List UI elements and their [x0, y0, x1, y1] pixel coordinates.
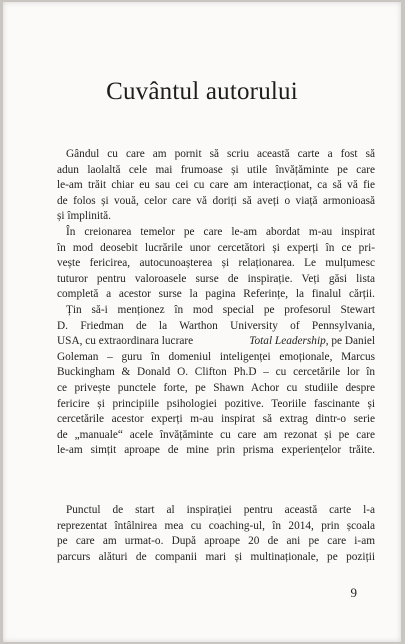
- text-line: le-am trăit chiar eu sau cei cu care am interacționat, ca să vă fie: [57, 179, 375, 192]
- text-line: le-am simțit aproape de mine prin prisma experiențelor trăite.: [57, 444, 375, 457]
- text-line: în mod deosebit lucrările unor cercetători și experți în ce pri-: [57, 241, 375, 254]
- text-line: și împlinită.: [57, 210, 111, 223]
- book-title-italic: Total Leadership: [249, 335, 326, 348]
- text-line: [57, 334, 375, 350]
- text-line: Buckingham & Donald O. Clifton Ph.D – cu cercetările lor în: [57, 366, 375, 379]
- text-block-1: [57, 147, 375, 459]
- text-fragment-group: [249, 334, 375, 350]
- text-line: Punctul de start al inspirației pentru această carte l-a: [66, 504, 375, 516]
- text-line: Gândul cu care am pornit să scriu această carte a fost să: [66, 148, 375, 160]
- text-line: Țin să-i menționez în mod special pe profesorul Stewart: [66, 303, 375, 316]
- chapter-title: Cuvântul autorului: [106, 78, 298, 105]
- text-fragment: USA, cu extraordinara lucrare: [57, 335, 194, 348]
- text-line: ce privește punctele forte, pe Shawn Achor cu studiile despre: [57, 381, 375, 394]
- text-line: pe care am urmat-o. După aproape 20 de ani pe care i-am: [57, 535, 375, 548]
- text-line: În creionarea temelor pe care le-am abordat m-au inspirat: [66, 225, 375, 238]
- text-fragment: , pe Daniel: [325, 335, 375, 348]
- text-block-2: [57, 503, 375, 565]
- text-line: de folos și vouă, celor care vă doriți să aveți o viață armonioasă: [57, 194, 375, 207]
- text-line: parcurs alături de companii mari și multinaționale, pe poziții: [57, 550, 375, 563]
- text-line: fericire și principiile psihologiei pozitive. Teoriile fascinante și: [57, 397, 375, 410]
- text-line: D. Friedman de la Warthon University of Pennsylvania,: [57, 319, 375, 332]
- text-line: cercetările acestor experți m-au inspirat să extrag dintr-o serie: [57, 413, 375, 426]
- text-line: vește fericirea, autocunoașterea și relaționarea. Le mulțumesc: [57, 257, 375, 270]
- text-line: Goleman – guru în domeniul inteligenței emoționale, Marcus: [57, 350, 375, 363]
- text-line: reprezentat întâlnirea mea cu coaching-ul, în 2014, prin școala: [57, 519, 375, 532]
- page-number: 9: [350, 585, 357, 600]
- book-page: [3, 2, 401, 642]
- text-line: completă a acestor surse la pagina Referințe, la finalul cărții.: [57, 288, 375, 301]
- text-line: de „manuale“ acele învățăminte cu care am rezonat și pe care: [57, 428, 375, 441]
- text-line: adun laolaltă cele mai frumoase și utile învățăminte pe care: [57, 163, 375, 176]
- text-line: tuturor pentru valoroasele surse de inspirație. Veți găsi lista: [57, 272, 375, 285]
